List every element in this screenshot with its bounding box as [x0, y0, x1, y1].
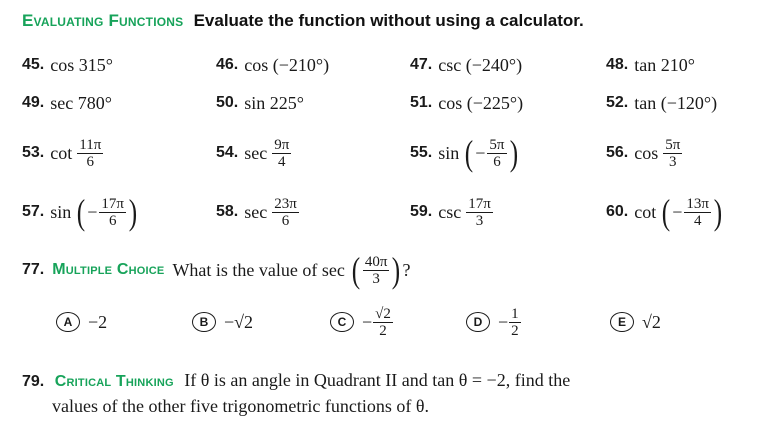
problem-number: 50.: [216, 94, 239, 111]
fraction: [663, 137, 682, 170]
problem-text: If θ is an angle in Quadrant II and tan θ = −2, find the: [184, 370, 571, 390]
problem-expression: tan 210°: [634, 54, 695, 75]
choice-letter-badge: B: [192, 312, 216, 332]
problem-79-line-1: [22, 368, 762, 394]
fraction: [373, 306, 393, 339]
choice-letter-badge: A: [56, 312, 80, 332]
problem-number: 60.: [606, 203, 629, 220]
problem-expression: [634, 137, 683, 170]
left-paren: (: [465, 133, 474, 173]
problem-57: [22, 187, 139, 237]
problem-number: 57.: [22, 203, 45, 220]
problem-number: 59.: [410, 203, 433, 220]
critical-thinking-heading: Critical Thinking: [54, 373, 174, 390]
denominator: 6: [86, 153, 95, 170]
denominator: 4: [693, 212, 702, 229]
fraction: [487, 137, 506, 170]
numerator: 5π: [489, 136, 505, 153]
problem-row-3: [0, 128, 777, 178]
problem-number: 58.: [216, 203, 239, 220]
denominator: 6: [108, 212, 117, 229]
numerator: 9π: [274, 136, 290, 153]
problem-53: [22, 128, 104, 178]
problem-54: [216, 128, 292, 178]
problem-51: [410, 78, 523, 128]
denominator: 4: [278, 153, 286, 170]
problem-49: [22, 78, 112, 128]
problem-number: 79.: [22, 373, 45, 390]
right-paren: ): [392, 250, 401, 290]
fraction: [272, 137, 291, 170]
right-paren: ): [128, 192, 138, 232]
choice-letter-badge: E: [610, 312, 634, 332]
denominator: 2: [379, 322, 387, 339]
problem-expression: tan (−120°): [634, 92, 718, 113]
left-paren: (: [77, 192, 86, 232]
trig-function: cos: [634, 142, 659, 163]
denominator: 3: [372, 270, 380, 287]
fraction: [466, 196, 493, 229]
fraction: [509, 306, 521, 339]
problem-number: 52.: [606, 94, 629, 111]
fraction: [684, 196, 711, 229]
right-paren: ): [713, 192, 723, 232]
problem-number: 46.: [216, 56, 239, 73]
numerator: 40π: [364, 253, 388, 270]
problem-expression: sec 780°: [50, 92, 112, 113]
problem-number: 47.: [410, 56, 433, 73]
problem-expression: [244, 137, 292, 170]
numerator: 1: [511, 305, 519, 322]
left-paren: (: [662, 192, 671, 232]
problem-number: 48.: [606, 56, 629, 73]
problem-expression: [438, 135, 519, 171]
right-paren: ): [509, 133, 518, 173]
answer-choices: [0, 300, 777, 344]
fraction: [272, 196, 299, 229]
problem-expression: [50, 194, 139, 230]
numerator: 23π: [274, 195, 297, 212]
numerator: 17π: [101, 195, 124, 212]
problem-52: [606, 78, 717, 128]
problem-79-line-2: values of the other five trigonometric functions of θ.: [52, 396, 430, 416]
problem-number: 51.: [410, 94, 433, 111]
problem-row-2: [0, 78, 777, 128]
choice-c[interactable]: [330, 300, 394, 344]
fraction: [99, 196, 126, 229]
fraction: [77, 137, 103, 170]
section-title: Evaluating Functions: [22, 11, 184, 30]
denominator: 3: [475, 212, 484, 229]
numerator: √2: [375, 305, 391, 322]
left-paren: (: [351, 250, 361, 290]
denominator: 6: [493, 153, 501, 170]
problem-expression: [50, 137, 104, 170]
minus-sign: −: [498, 311, 509, 332]
numerator: 5π: [665, 136, 681, 153]
problem-expression: [634, 194, 724, 230]
trig-function: sec: [244, 142, 268, 163]
problem-number: 77.: [22, 261, 45, 278]
problem-77: [22, 245, 410, 295]
trig-function: sec: [244, 201, 268, 222]
minus-sign: −: [87, 201, 98, 222]
trig-function: sin: [50, 201, 72, 222]
problem-79: [22, 368, 762, 419]
choice-letter-badge: C: [330, 312, 354, 332]
problem-expression: cos (−225°): [438, 92, 524, 113]
choice-a[interactable]: [56, 300, 107, 344]
numerator: 11π: [79, 136, 102, 153]
minus-sign: −: [672, 201, 683, 222]
problem-expression: cos (−210°): [244, 54, 330, 75]
problem-number: 55.: [410, 144, 433, 161]
problem-58: [216, 187, 300, 237]
choice-value: −2: [88, 311, 108, 332]
choice-e[interactable]: [610, 300, 661, 344]
problem-number: 53.: [22, 144, 45, 161]
problem-number: 56.: [606, 144, 629, 161]
instructions: Evaluate the function without using a calculator.: [193, 11, 584, 30]
trig-function: cot: [50, 142, 73, 163]
denominator: 6: [281, 212, 290, 229]
minus-sign: −: [475, 142, 486, 163]
problem-60: [606, 187, 724, 237]
choice-value: −√2: [224, 311, 254, 332]
choice-value: √2: [642, 311, 661, 332]
problem-number: 54.: [216, 144, 239, 161]
problem-expression: cos 315°: [50, 54, 113, 75]
problem-55: [410, 128, 520, 178]
numerator: 13π: [686, 195, 709, 212]
fraction: [363, 254, 390, 287]
problem-number: 45.: [22, 56, 45, 73]
choice-letter-badge: D: [466, 312, 490, 332]
question-mark: ?: [402, 259, 411, 280]
trig-function: sin: [438, 142, 460, 163]
trig-function: csc: [438, 201, 462, 222]
minus-sign: −: [362, 311, 373, 332]
choice-b[interactable]: [192, 300, 253, 344]
problem-row-4: [0, 187, 777, 237]
problem-number: 49.: [22, 94, 45, 111]
question-prefix: What is the value of sec: [172, 259, 345, 280]
problem-59: [410, 187, 494, 237]
problem-expression: sin 225°: [244, 92, 304, 113]
denominator: 3: [669, 153, 677, 170]
problem-50: [216, 78, 304, 128]
choice-d[interactable]: [466, 300, 522, 344]
numerator: 17π: [468, 195, 491, 212]
problem-56: [606, 128, 683, 178]
multiple-choice-heading: Multiple Choice: [52, 261, 165, 278]
exercise-header: [22, 10, 584, 32]
problem-expression: [438, 196, 494, 229]
problem-expression: [244, 196, 300, 229]
denominator: 2: [511, 322, 519, 339]
question-text: [172, 252, 410, 288]
problem-expression: csc (−240°): [438, 54, 523, 75]
trig-function: cot: [634, 201, 657, 222]
